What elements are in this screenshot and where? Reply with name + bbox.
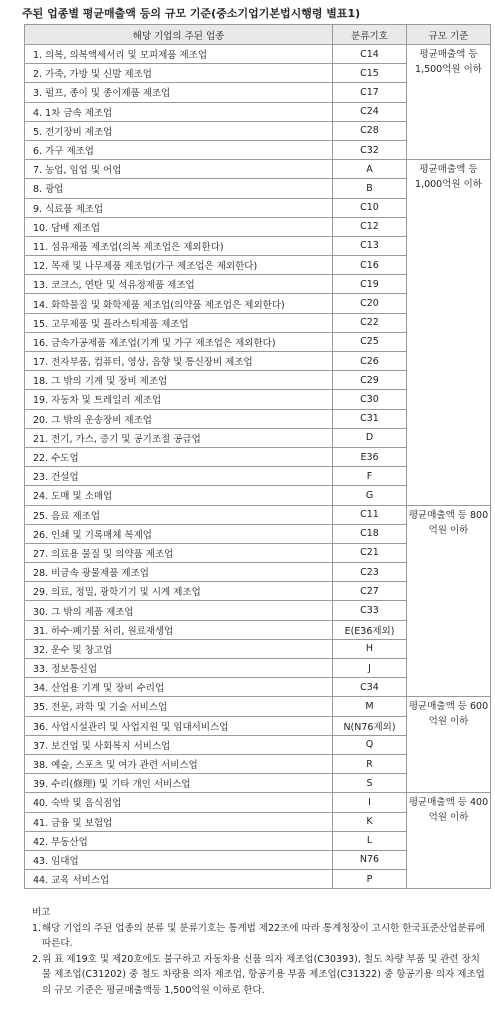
size-standard-cell: 평균매출액 등 800억원 이하 — [407, 505, 491, 697]
table-header-row — [25, 25, 491, 45]
code-cell: R — [333, 754, 407, 773]
industry-cell: 31. 하수·폐기물 처리, 원료재생업 — [25, 620, 333, 639]
size-standard-table — [24, 24, 491, 889]
industry-cell: 19. 자동차 및 트레일러 제조업 — [25, 390, 333, 409]
code-cell: K — [333, 812, 407, 831]
size-standard-cell: 평균매출액 등 400억원 이하 — [407, 793, 491, 889]
industry-cell: 33. 정보통신업 — [25, 659, 333, 678]
industry-cell: 38. 예술, 스포츠 및 여가 관련 서비스업 — [25, 754, 333, 773]
table-row — [25, 697, 491, 716]
code-cell: C11 — [333, 505, 407, 524]
industry-cell: 27. 의료용 물질 및 의약품 제조업 — [25, 543, 333, 562]
industry-cell: 9. 식료품 제조업 — [25, 198, 333, 217]
industry-cell: 37. 보건업 및 사회복지 서비스업 — [25, 735, 333, 754]
industry-cell: 16. 금속가공제품 제조업(기계 및 가구 제조업은 제외한다) — [25, 332, 333, 351]
code-cell: I — [333, 793, 407, 812]
industry-cell: 1. 의복, 의복액세서리 및 모피제품 제조업 — [25, 45, 333, 64]
code-cell: C30 — [333, 390, 407, 409]
code-cell: C31 — [333, 409, 407, 428]
industry-cell: 23. 건설업 — [25, 467, 333, 486]
industry-cell: 43. 임대업 — [25, 850, 333, 869]
code-cell: E(E36제외) — [333, 620, 407, 639]
code-cell: B — [333, 179, 407, 198]
code-cell: S — [333, 774, 407, 793]
table-row — [25, 505, 491, 524]
note-number: 1. — [32, 922, 42, 934]
note-text: 해당 기업의 주된 업종의 분류 및 분류기호는 통계법 제22조에 따라 통계청장이 고시한 한국표준산업분류에 따른다. — [42, 922, 485, 949]
industry-cell: 22. 수도업 — [25, 447, 333, 466]
industry-cell: 2. 가죽, 가방 및 신발 제조업 — [25, 64, 333, 83]
code-cell: G — [333, 486, 407, 505]
industry-cell: 24. 도매 및 소매업 — [25, 486, 333, 505]
code-cell: C21 — [333, 543, 407, 562]
code-cell: A — [333, 160, 407, 179]
industry-cell: 42. 부동산업 — [25, 831, 333, 850]
industry-cell: 17. 전자부품, 컴퓨터, 영상, 음향 및 통신장비 제조업 — [25, 352, 333, 371]
code-cell: C17 — [333, 83, 407, 102]
code-cell: C34 — [333, 678, 407, 697]
size-standard-cell: 평균매출액 등 1,000억원 이하 — [407, 160, 491, 505]
code-cell: C15 — [333, 64, 407, 83]
industry-cell: 39. 수리(修理) 및 기타 개인 서비스업 — [25, 774, 333, 793]
industry-cell: 10. 담배 제조업 — [25, 217, 333, 236]
code-cell: C14 — [333, 45, 407, 64]
code-cell: N76 — [333, 850, 407, 869]
industry-cell: 32. 운수 및 창고업 — [25, 639, 333, 658]
code-cell: C33 — [333, 601, 407, 620]
code-cell: C20 — [333, 294, 407, 313]
code-cell: C22 — [333, 313, 407, 332]
code-cell: H — [333, 639, 407, 658]
industry-cell: 40. 숙박 및 음식점업 — [25, 793, 333, 812]
industry-cell: 13. 코크스, 연탄 및 석유정제품 제조업 — [25, 275, 333, 294]
industry-cell: 26. 인쇄 및 기록매체 복제업 — [25, 524, 333, 543]
size-standard-cell: 평균매출액 등 600억원 이하 — [407, 697, 491, 793]
code-cell: C10 — [333, 198, 407, 217]
industry-cell: 5. 전기장비 제조업 — [25, 121, 333, 140]
industry-cell: 35. 전문, 과학 및 기술 서비스업 — [25, 697, 333, 716]
header-standard: 규모 기준 — [407, 25, 491, 45]
code-cell: C29 — [333, 371, 407, 390]
industry-cell: 18. 그 밖의 기계 및 장비 제조업 — [25, 371, 333, 390]
table-row — [25, 160, 491, 179]
note-item — [32, 921, 487, 952]
industry-cell: 15. 고무제품 및 플라스틱제품 제조업 — [25, 313, 333, 332]
industry-cell: 21. 전기, 가스, 증기 및 공기조절 공급업 — [25, 428, 333, 447]
code-cell: C25 — [333, 332, 407, 351]
industry-cell: 8. 광업 — [25, 179, 333, 198]
code-cell: D — [333, 428, 407, 447]
industry-cell: 7. 농업, 임업 및 어업 — [25, 160, 333, 179]
industry-cell: 34. 산업용 기계 및 장비 수리업 — [25, 678, 333, 697]
industry-cell: 25. 음료 제조업 — [25, 505, 333, 524]
page-title: 주된 업종별 평균매출액 등의 규모 기준(중소기업기본법시행령 별표1) — [22, 7, 361, 20]
code-cell: C23 — [333, 563, 407, 582]
industry-cell: 12. 목재 및 나무제품 제조업(가구 제조업은 제외한다) — [25, 256, 333, 275]
code-cell: N(N76제외) — [333, 716, 407, 735]
code-cell: F — [333, 467, 407, 486]
code-cell: E36 — [333, 447, 407, 466]
industry-cell: 41. 금융 및 보험업 — [25, 812, 333, 831]
industry-cell: 20. 그 밖의 운송장비 제조업 — [25, 409, 333, 428]
code-cell: L — [333, 831, 407, 850]
table-body — [25, 45, 491, 889]
header-code: 분류기호 — [333, 25, 407, 45]
code-cell: C26 — [333, 352, 407, 371]
code-cell: C12 — [333, 217, 407, 236]
code-cell: C24 — [333, 102, 407, 121]
code-cell: C19 — [333, 275, 407, 294]
industry-cell: 4. 1차 금속 제조업 — [25, 102, 333, 121]
industry-cell: 3. 펄프, 종이 및 종이제품 제조업 — [25, 83, 333, 102]
industry-cell: 36. 사업시설관리 및 사업지원 및 임대서비스업 — [25, 716, 333, 735]
note-number: 2. — [32, 953, 42, 965]
industry-cell: 11. 섬유제품 제조업(의복 제조업은 제외한다) — [25, 236, 333, 255]
code-cell: C27 — [333, 582, 407, 601]
industry-cell: 14. 화학물질 및 화학제품 제조업(의약품 제조업은 제외한다) — [25, 294, 333, 313]
header-industry: 해당 기업의 주된 업종 — [25, 25, 333, 45]
size-standard-cell: 평균매출액 등 1,500억원 이하 — [407, 45, 491, 160]
industry-cell: 29. 의료, 정밀, 광학기기 및 시계 제조업 — [25, 582, 333, 601]
notes-section — [32, 905, 487, 998]
notes-heading: 비고 — [32, 907, 51, 918]
industry-cell: 6. 가구 제조업 — [25, 140, 333, 159]
code-cell: C28 — [333, 121, 407, 140]
code-cell: P — [333, 870, 407, 889]
code-cell: C18 — [333, 524, 407, 543]
table-row — [25, 793, 491, 812]
code-cell: M — [333, 697, 407, 716]
code-cell: C16 — [333, 256, 407, 275]
code-cell: C32 — [333, 140, 407, 159]
note-text: 위 표 제19호 및 제20호에도 불구하고 자동차용 신품 의자 제조업(C30393), 철도 차량 부품 및 관련 장치물 제조업(C31202) 중 철도 차량용 의자 제조업, 항공기용 부품 제조업(C31322) 중 항공기용 의자 제조업의 규모 기준은 평균매출액등 1,500억원 이하로 한다. — [42, 953, 485, 996]
code-cell: J — [333, 659, 407, 678]
note-item — [32, 952, 487, 999]
code-cell: C13 — [333, 236, 407, 255]
code-cell: Q — [333, 735, 407, 754]
industry-cell: 44. 교육 서비스업 — [25, 870, 333, 889]
industry-cell: 28. 비금속 광물제품 제조업 — [25, 563, 333, 582]
industry-cell: 30. 그 밖의 제품 제조업 — [25, 601, 333, 620]
table-row — [25, 45, 491, 64]
